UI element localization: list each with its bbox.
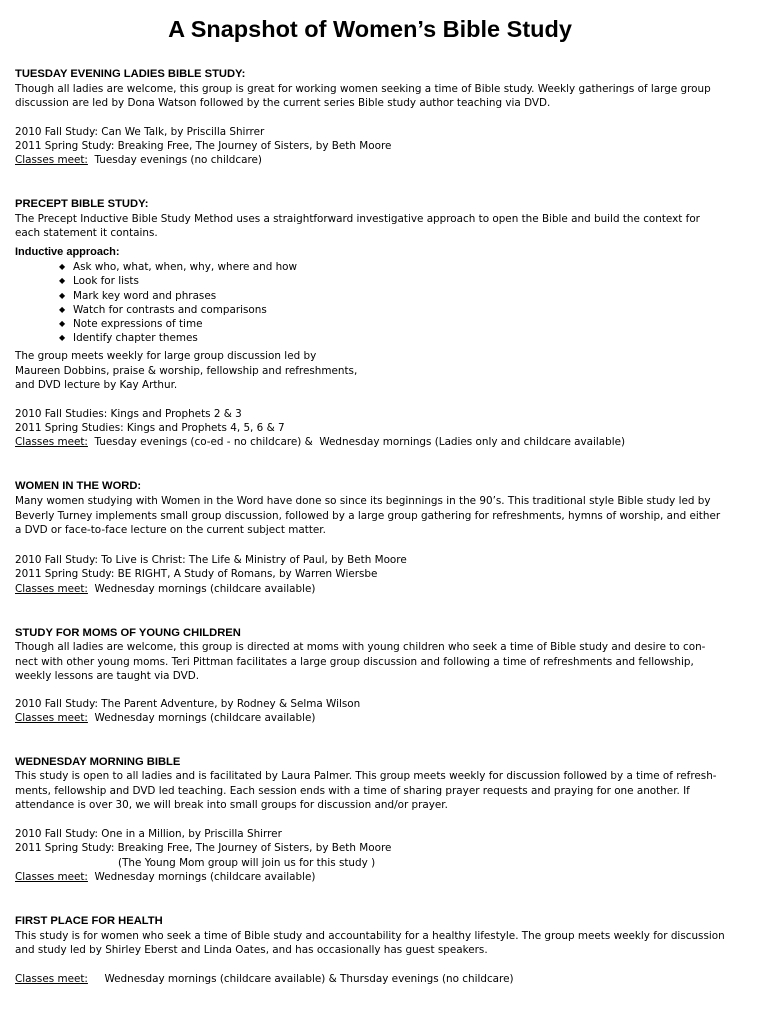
- classes-meet-line: [15, 711, 315, 725]
- list-item: ◆ Watch for contrasts and comparisons: [59, 303, 267, 316]
- classes-meet-text: Wednesday mornings (childcare available) & Thursday evenings (no childcare): [87, 973, 514, 985]
- classes-meet-line: [15, 582, 315, 596]
- section-description-line: Maureen Dobbins, praise & worship, fellowship and refreshments,: [15, 365, 358, 377]
- study-line: 2010 Fall Study: To Live is Christ: The Life & Ministry of Paul, by Beth Moore: [15, 554, 407, 566]
- study-line: 2011 Spring Study: Breaking Free, The Journey of Sisters, by Beth Moore: [15, 140, 392, 152]
- section-description-line: discussion are led by Dona Watson followed by the current series Bible study author teaching via DVD.: [15, 97, 551, 109]
- section-description-line: attendance is over 30, we will break into small groups for discussion and/or prayer.: [15, 799, 448, 811]
- diamond-bullet-icon: ◆: [59, 262, 66, 271]
- section-heading: STUDY FOR MOMS OF YOUNG CHILDREN: [15, 627, 241, 639]
- list-item: ◆ Identify chapter themes: [59, 332, 198, 345]
- classes-meet-line: [15, 435, 625, 449]
- classes-meet-text: Wednesday mornings (childcare available): [87, 712, 316, 724]
- diamond-bullet-icon: ◆: [59, 276, 66, 286]
- classes-meet-label: Classes meet:: [15, 154, 88, 166]
- study-line: 2011 Spring Studies: Kings and Prophets 4, 5, 6 & 7: [15, 422, 285, 434]
- list-item: ◆ Mark key word and phrases: [59, 289, 217, 302]
- diamond-bullet-icon: ◆: [59, 333, 66, 343]
- study-line: 2011 Spring Study: Breaking Free, The Journey of Sisters, by Beth Moore: [15, 842, 392, 854]
- list-item: ◆ Note expressions of time: [59, 318, 203, 331]
- section-description-line: This study is for women who seek a time of Bible study and accountability for a healthy lifestyle. The group meets weekly for discussion: [15, 930, 725, 942]
- section-heading: WOMEN IN THE WORD:: [15, 480, 142, 492]
- section-description-line: and DVD lecture by Kay Arthur.: [15, 379, 178, 391]
- classes-meet-label: Classes meet:: [15, 871, 88, 883]
- section-description-line: This study is open to all ladies and is facilitated by Laura Palmer. This group meets weekly for discussion followed by a time of refresh-: [15, 770, 717, 782]
- section-description-line: nect with other young moms. Teri Pittman facilitates a large group discussion and following a time of refreshments and fellowship,: [15, 656, 694, 668]
- section-heading: TUESDAY EVENING LADIES BIBLE STUDY:: [15, 68, 246, 80]
- classes-meet-line: [15, 870, 315, 884]
- study-line: 2010 Fall Studies: Kings and Prophets 2 & 3: [15, 408, 242, 420]
- study-note-line: (The Young Mom group will join us for this study ): [118, 857, 376, 869]
- classes-meet-label: Classes meet:: [15, 583, 88, 595]
- section-description-line: Though all ladies are welcome, this group is directed at moms with young children who seek a time of Bible study and desire to con-: [15, 641, 706, 653]
- classes-meet-label: Classes meet:: [15, 973, 88, 985]
- study-line: 2010 Fall Study: One in a Million, by Priscilla Shirrer: [15, 828, 282, 840]
- diamond-bullet-icon: ◆: [59, 304, 66, 314]
- section-heading: WEDNESDAY MORNING BIBLE: [15, 756, 181, 768]
- classes-meet-line: [15, 972, 514, 986]
- section-heading: PRECEPT BIBLE STUDY:: [15, 198, 149, 210]
- classes-meet-text: Tuesday evenings (co-ed - no childcare) & Wednesday mornings (Ladies only and childcare available): [87, 436, 626, 448]
- section-description-line: a DVD or face-to-face lecture on the current subject matter.: [15, 524, 326, 536]
- section-description-line: ments, fellowship and DVD led teaching. Each session ends with a time of sharing prayer requests and praying for one another. If: [15, 785, 690, 797]
- classes-meet-text: Tuesday evenings (no childcare): [87, 154, 262, 166]
- section-heading: FIRST PLACE FOR HEALTH: [15, 915, 163, 927]
- classes-meet-text: Wednesday mornings (childcare available): [87, 583, 316, 595]
- classes-meet-line: [15, 153, 262, 167]
- section-description-line: and study led by Shirley Eberst and Linda Oates, and has occasionally has guest speakers.: [15, 944, 488, 956]
- study-line: 2011 Spring Study: BE RIGHT, A Study of Romans, by Warren Wiersbe: [15, 568, 378, 580]
- section-description-line: The group meets weekly for large group discussion led by: [15, 350, 317, 362]
- diamond-bullet-icon: ◆: [59, 319, 66, 329]
- subheading: Inductive approach:: [15, 246, 120, 258]
- classes-meet-text: Wednesday mornings (childcare available): [87, 871, 316, 883]
- list-item: ◆ Look for lists: [59, 275, 139, 288]
- section-description-line: weekly lessons are taught via DVD.: [15, 670, 200, 682]
- list-item: ◆ Ask who, what, when, why, where and how: [59, 261, 298, 273]
- classes-meet-label: Classes meet:: [15, 712, 88, 724]
- bullet-list: [59, 260, 297, 346]
- section-description-line: Though all ladies are welcome, this group is great for working women seeking a time of Bible study. Weekly gatherings of large group: [15, 83, 711, 95]
- study-line: 2010 Fall Study: The Parent Adventure, by Rodney & Selma Wilson: [15, 698, 361, 710]
- page-title: A Snapshot of Women’s Bible Study: [168, 16, 572, 42]
- study-line: 2010 Fall Study: Can We Talk, by Priscilla Shirrer: [15, 126, 265, 138]
- section-description-line: The Precept Inductive Bible Study Method uses a straightforward investigative approach to open the Bible and build the context for: [15, 213, 700, 225]
- section-description-line: Many women studying with Women in the Word have done so since its beginnings in the 90’s. This traditional style Bible study led by: [15, 495, 711, 507]
- classes-meet-label: Classes meet:: [15, 436, 88, 448]
- diamond-bullet-icon: ◆: [59, 290, 66, 300]
- section-description-line: each statement it contains.: [15, 227, 158, 239]
- section-description-line: Beverly Turney implements small group discussion, followed by a large group gathering for refreshments, hymns of worship, and either: [15, 510, 721, 522]
